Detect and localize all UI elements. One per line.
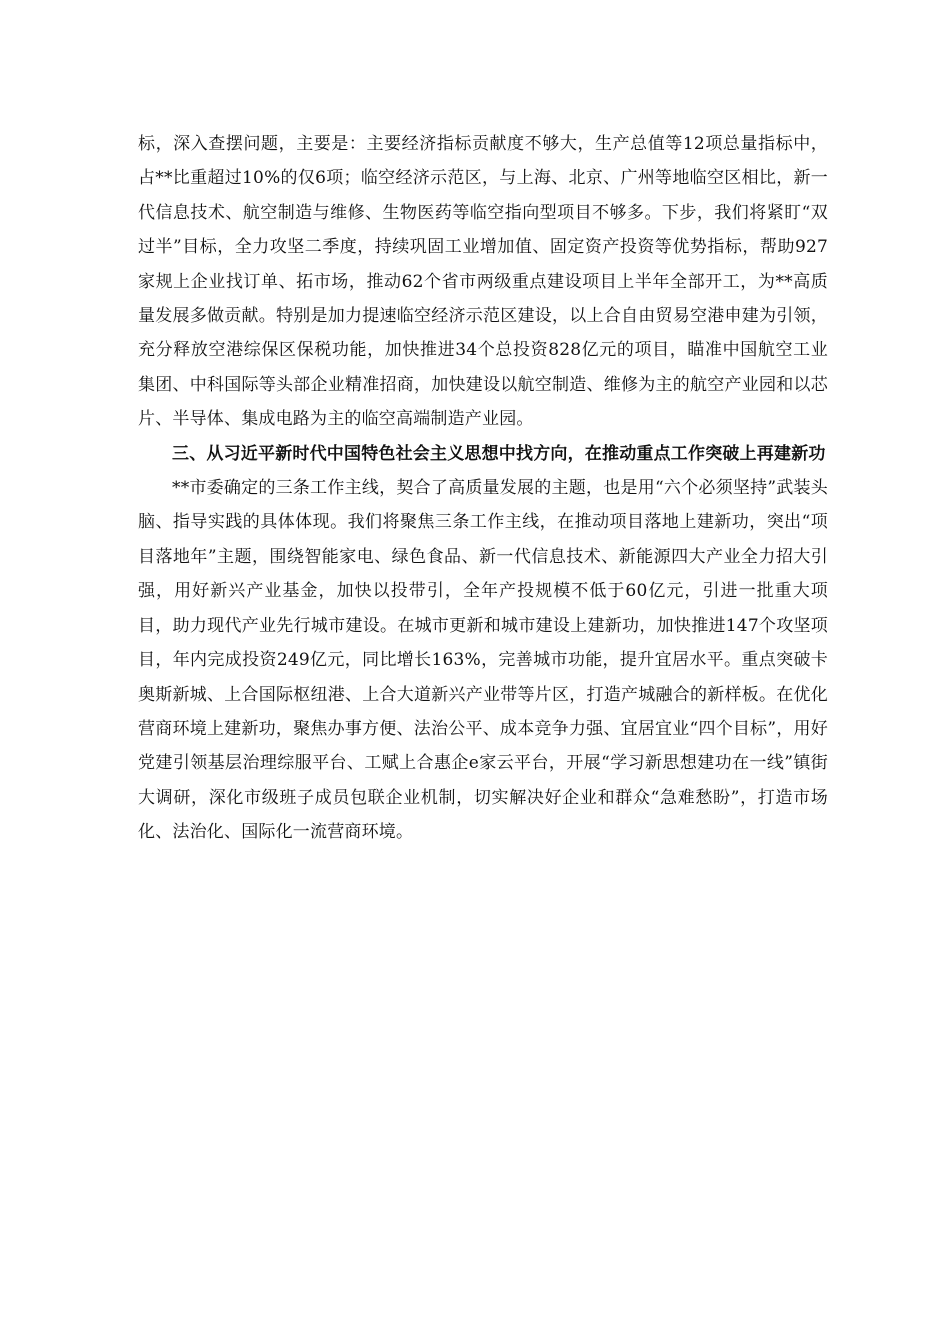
- document-body: [138, 127, 828, 850]
- section-heading: 三、从习近平新时代中国特色社会主义思想中找方向，在推动重点工作突破上再建新功: [172, 443, 826, 464]
- body-paragraph: **市委确定的三条工作主线，契合了高质量发展的主题，也是用“六个必须坚持”武装头脑、指导实践的具体体现。我们将聚焦三条工作主线，在推动项目落地上建新功，突出“项目落地年”主题，围绕智能家电、绿色食品、新一代信息技术、新能源四大产业全力招大引强，用好新兴产业基金，加快以投带引，全年产投规模不低于60亿元，引进一批重大项目，助力现代产业先行城市建设。在城市更新和城市建设上建新功，加快推进147个攻坚项目，年内完成投资249亿元，同比增长163%，完善城市功能，提升宜居水平。重点突破卡奥斯新城、上合国际枢纽港、上合大道新兴产业带等片区，打造产城融合的新样板。在优化营商环境上建新功，聚焦办事方便、法治公平、成本竞争力强、宜居宜业“四个目标”，用好党建引领基层治理综服平台、工赋上合惠企e家云平台，开展“学习新思想建功在一线”镇街大调研，深化市级班子成员包联企业机制，切实解决好企业和群众“急难愁盼”，打造市场化、法治化、国际化一流营商环境。: [138, 478, 828, 843]
- body-paragraph-continuation: 标，深入查摆问题，主要是：主要经济指标贡献度不够大，生产总值等12项总量指标中，占**比重超过10%的仅6项；临空经济示范区，与上海、北京、广州等地临空区相比，新一代信息技术、航空制造与维修、生物医药等临空指向型项目不够多。下步，我们将紧盯“双过半”目标，全力攻坚二季度，持续巩固工业增加值、固定资产投资等优势指标，帮助927家规上企业找订单、拓市场，推动62个省市两级重点建设项目上半年全部开工，为**高质量发展多做贡献。特别是加力提速临空经济示范区建设，以上合自由贸易空港申建为引领，充分释放空港综保区保税功能，加快推进34个总投资828亿元的项目，瞄准中国航空工业集团、中科国际等头部企业精准招商，加快建设以航空制造、维修为主的航空产业园和以芯片、半导体、集成电路为主的临空高端制造产业园。: [138, 134, 828, 430]
